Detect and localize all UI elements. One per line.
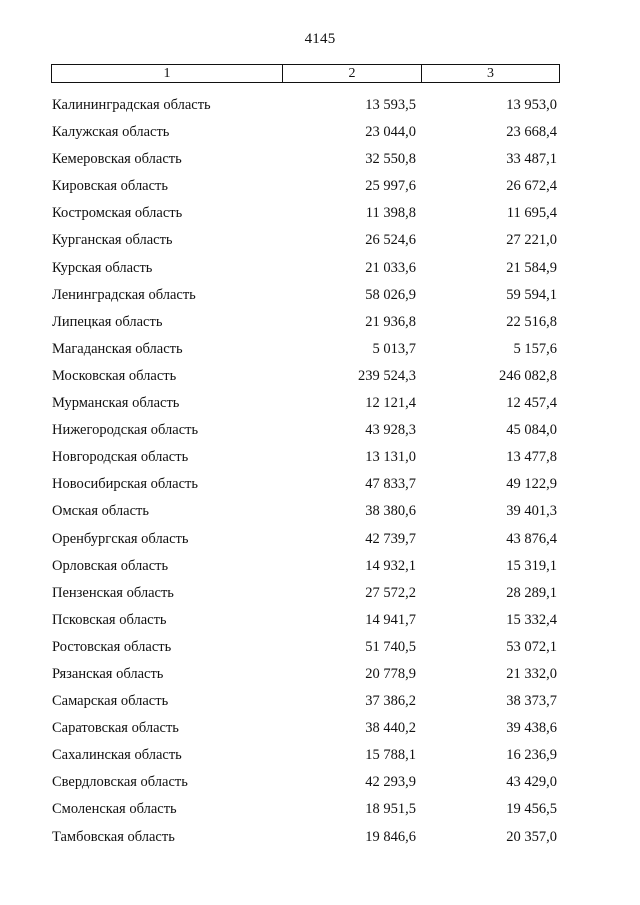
value-column-3: 28 289,1 bbox=[506, 584, 557, 601]
table-row bbox=[0, 634, 640, 661]
value-column-2: 21 033,6 bbox=[365, 259, 416, 276]
value-column-3: 21 332,0 bbox=[506, 665, 557, 682]
value-column-2: 27 572,2 bbox=[365, 584, 416, 601]
value-column-3: 49 122,9 bbox=[506, 476, 557, 493]
region-name: Курганская область bbox=[52, 232, 173, 249]
region-name: Магаданская область bbox=[52, 340, 183, 357]
value-column-3: 53 072,1 bbox=[506, 638, 557, 655]
region-name: Саратовская область bbox=[52, 720, 179, 737]
value-column-3: 45 084,0 bbox=[506, 422, 557, 439]
value-column-2: 58 026,9 bbox=[365, 286, 416, 303]
table-row bbox=[0, 824, 640, 851]
table-row bbox=[0, 796, 640, 823]
table-row bbox=[0, 363, 640, 390]
value-column-2: 5 013,7 bbox=[372, 340, 416, 357]
table-row bbox=[0, 715, 640, 742]
table-row bbox=[0, 471, 640, 498]
value-column-3: 20 357,0 bbox=[506, 828, 557, 845]
value-column-2: 43 928,3 bbox=[365, 422, 416, 439]
region-name: Кемеровская область bbox=[52, 151, 182, 168]
value-column-2: 42 739,7 bbox=[365, 530, 416, 547]
table-row bbox=[0, 146, 640, 173]
value-column-3: 246 082,8 bbox=[499, 367, 557, 384]
region-name: Омская область bbox=[52, 503, 149, 520]
table-body bbox=[0, 92, 640, 851]
value-column-2: 37 386,2 bbox=[365, 693, 416, 710]
value-column-2: 14 941,7 bbox=[365, 611, 416, 628]
table-row bbox=[0, 417, 640, 444]
value-column-2: 13 593,5 bbox=[365, 97, 416, 113]
value-column-3: 11 695,4 bbox=[506, 205, 557, 222]
region-name: Смоленская область bbox=[52, 801, 177, 818]
value-column-2: 47 833,7 bbox=[365, 476, 416, 493]
value-column-2: 26 524,6 bbox=[365, 232, 416, 249]
table-row bbox=[0, 661, 640, 688]
value-column-3: 19 456,5 bbox=[506, 801, 557, 818]
region-name: Орловская область bbox=[52, 557, 169, 574]
value-column-3: 23 668,4 bbox=[506, 124, 557, 141]
value-column-3: 33 487,1 bbox=[506, 151, 557, 168]
value-column-2: 32 550,8 bbox=[365, 151, 416, 168]
value-column-3: 12 457,4 bbox=[506, 395, 557, 412]
table-row bbox=[0, 390, 640, 417]
table-row bbox=[0, 553, 640, 580]
table-row bbox=[0, 92, 640, 119]
value-column-3: 39 438,6 bbox=[506, 720, 557, 737]
region-name: Ленинградская область bbox=[52, 286, 196, 303]
table-row bbox=[0, 227, 640, 254]
table-row bbox=[0, 336, 640, 363]
value-column-3: 43 876,4 bbox=[506, 530, 557, 547]
value-column-2: 21 936,8 bbox=[365, 313, 416, 330]
region-name: Ростовская область bbox=[52, 638, 172, 655]
region-name: Калининградская область bbox=[52, 97, 211, 113]
table-row bbox=[0, 742, 640, 769]
value-column-2: 20 778,9 bbox=[365, 665, 416, 682]
value-column-2: 25 997,6 bbox=[365, 178, 416, 195]
table-row bbox=[0, 309, 640, 336]
value-column-3: 27 221,0 bbox=[506, 232, 557, 249]
region-name: Липецкая область bbox=[52, 313, 163, 330]
table-row bbox=[0, 498, 640, 525]
value-column-2: 38 440,2 bbox=[365, 720, 416, 737]
value-column-2: 14 932,1 bbox=[365, 557, 416, 574]
value-column-2: 239 524,3 bbox=[358, 367, 416, 384]
region-name: Свердловская область bbox=[52, 774, 188, 791]
value-column-3: 43 429,0 bbox=[506, 774, 557, 791]
value-column-3: 59 594,1 bbox=[506, 286, 557, 303]
table-row bbox=[0, 526, 640, 553]
value-column-3: 26 672,4 bbox=[506, 178, 557, 195]
value-column-3: 21 584,9 bbox=[506, 259, 557, 276]
table-row bbox=[0, 282, 640, 309]
region-name: Пензенская область bbox=[52, 584, 174, 601]
value-column-3: 13 477,8 bbox=[506, 449, 557, 466]
value-column-2: 42 293,9 bbox=[365, 774, 416, 791]
region-name: Московская область bbox=[52, 367, 177, 384]
region-name: Рязанская область bbox=[52, 665, 164, 682]
table-row bbox=[0, 769, 640, 796]
table-row bbox=[0, 688, 640, 715]
value-column-3: 13 953,0 bbox=[506, 97, 557, 113]
value-column-3: 16 236,9 bbox=[506, 747, 557, 764]
region-name: Сахалинская область bbox=[52, 747, 182, 764]
table-row bbox=[0, 200, 640, 227]
value-column-2: 23 044,0 bbox=[365, 124, 416, 141]
value-column-3: 22 516,8 bbox=[506, 313, 557, 330]
table-row bbox=[0, 255, 640, 282]
table-header bbox=[51, 64, 560, 83]
value-column-2: 15 788,1 bbox=[365, 747, 416, 764]
region-name: Кировская область bbox=[52, 178, 169, 195]
region-name: Оренбургская область bbox=[52, 530, 189, 547]
region-name: Курская область bbox=[52, 259, 153, 276]
region-name: Псковская область bbox=[52, 611, 167, 628]
table-row bbox=[0, 607, 640, 634]
region-name: Калужская область bbox=[52, 124, 170, 141]
region-name: Мурманская область bbox=[52, 395, 180, 412]
column-header-3: 3 bbox=[421, 65, 559, 82]
value-column-2: 11 398,8 bbox=[365, 205, 416, 222]
value-column-2: 12 121,4 bbox=[365, 395, 416, 412]
table-row bbox=[0, 580, 640, 607]
column-header-2: 2 bbox=[282, 65, 421, 82]
value-column-3: 38 373,7 bbox=[506, 693, 557, 710]
column-header-1: 1 bbox=[163, 66, 171, 81]
region-name: Новосибирская область bbox=[52, 476, 198, 493]
value-column-3: 15 332,4 bbox=[506, 611, 557, 628]
value-column-3: 15 319,1 bbox=[506, 557, 557, 574]
page-number: 4145 bbox=[304, 31, 336, 47]
value-column-2: 51 740,5 bbox=[365, 638, 416, 655]
value-column-3: 39 401,3 bbox=[506, 503, 557, 520]
region-name: Костромская область bbox=[52, 205, 183, 222]
region-name: Самарская область bbox=[52, 693, 169, 710]
region-name: Новгородская область bbox=[52, 449, 189, 466]
value-column-2: 18 951,5 bbox=[365, 801, 416, 818]
value-column-3: 5 157,6 bbox=[513, 340, 557, 357]
table-row bbox=[0, 119, 640, 146]
value-column-2: 38 380,6 bbox=[365, 503, 416, 520]
region-name: Нижегородская область bbox=[52, 422, 199, 439]
value-column-2: 13 131,0 bbox=[365, 449, 416, 466]
table-row bbox=[0, 444, 640, 471]
table-row bbox=[0, 173, 640, 200]
region-name: Тамбовская область bbox=[52, 828, 175, 845]
value-column-2: 19 846,6 bbox=[365, 828, 416, 845]
